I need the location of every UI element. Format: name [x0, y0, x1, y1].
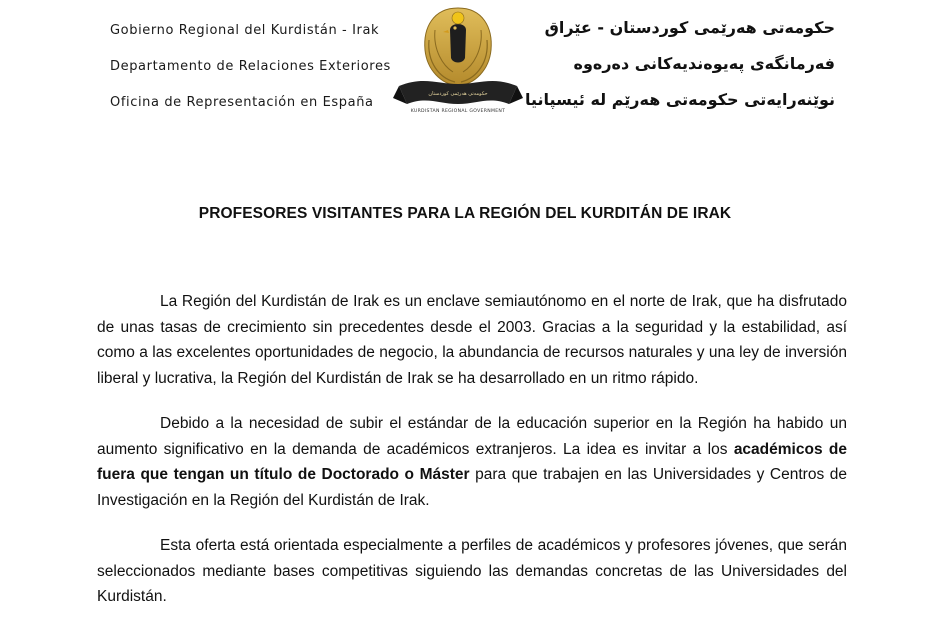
- header-left-line-department: Departamento de Relaciones Exteriores: [110, 59, 391, 74]
- header-right-line-office: نوێنەرایەتی حکومەتی هەرێم لە ئیسپانیا: [524, 90, 835, 109]
- document-body: [97, 289, 847, 620]
- paragraph-2-part-1: Debido a la necesidad de subir el estándar de la educación superior en la Región ha habido un aumento significativo en la demanda de académicos extranjeros. La idea es invitar a los: [97, 415, 847, 458]
- emblem-banner-text: KURDISTAN REGIONAL GOVERNMENT: [410, 109, 506, 114]
- header-left-block: [110, 20, 400, 128]
- paragraph-3: Esta oferta está orientada especialmente a perfiles de académicos y profesores jóvenes, que serán seleccionados mediante bases competitivas siguiendo las demandas concretas de las Universidades del Kurdistán.: [97, 537, 847, 605]
- header-right-line-government: حکومەتی هەرێمی کوردستان - عێراق: [544, 18, 835, 37]
- emblem-inner-text: حکومەتی هەرێمی کوردستان: [428, 91, 488, 97]
- paragraph-1: La Región del Kurdistán de Irak es un enclave semiautónomo en el norte de Irak, que ha disfrutado de unas tasas de crecimiento sin precedentes desde el 2003. Gracias a la seguridad y la estabilidad, así como a las excelentes oportunidades de negocio, la abundancia de recursos naturales y una ley de inversión liberal y lucrativa, la Región del Kurdistán de Irak se ha desarrollado en un ritmo rápido.: [97, 293, 847, 387]
- header-left-line-office: Oficina de Representación en España: [110, 95, 374, 110]
- document-title: PROFESORES VISITANTES PARA LA REGIÓN DEL KURDITÁN DE IRAK: [198, 205, 732, 222]
- header-right-line-department: فەرمانگەی پەیوەندیەکانی دەرەوە: [573, 54, 835, 73]
- paragraph-2: [97, 411, 847, 513]
- header-left-line-government: Gobierno Regional del Kurdistán - Irak: [110, 23, 380, 38]
- header-right-block: [524, 16, 835, 124]
- paragraph-2-bold: académicos de fuera que tengan un título de Doctorado o Máster: [97, 440, 847, 483]
- kurdistan-eagle-emblem-icon: [393, 0, 523, 118]
- paragraph-2-part-2: para que trabajen en las Universidades y Centros de Investigación en la Región del Kurdistán de Irak.: [97, 466, 847, 509]
